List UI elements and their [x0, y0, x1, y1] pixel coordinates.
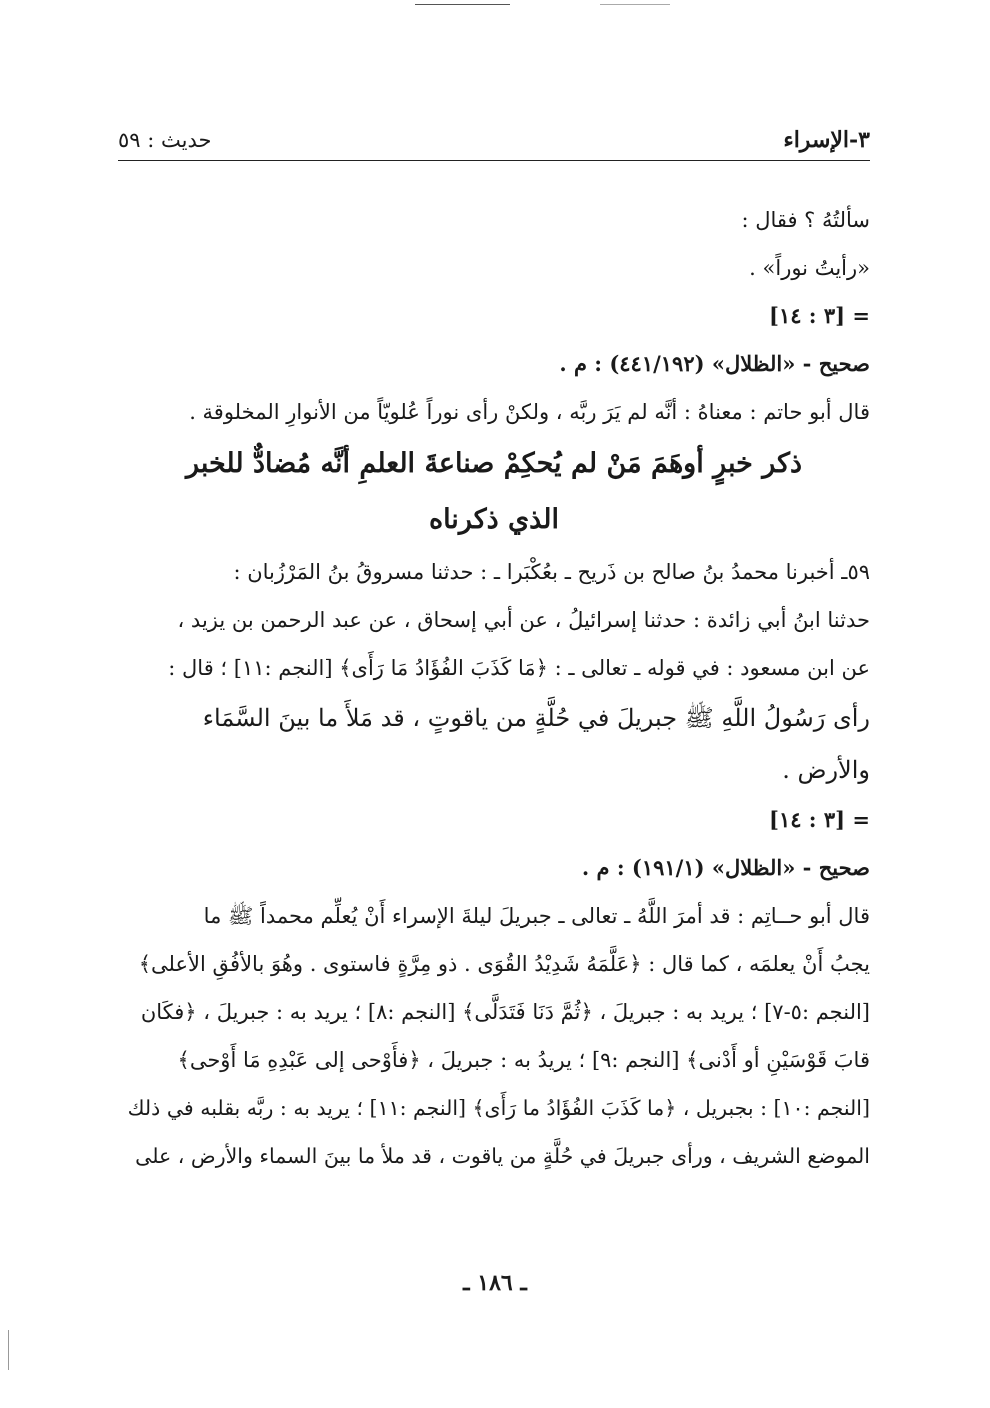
top-edge-rule: [415, 4, 510, 5]
isnad-line: عن ابن مسعود : في قوله ـ تعالى ـ : ﴿مَا كَذَبَ الفُؤَادُ مَا رَأَى﴾ [النجم :١١] ؛ قال :: [168, 656, 870, 680]
matn-line: رأى رَسُولُ اللَّهِ ﷺ جبريلَ في حُلَّةٍ من ياقوتٍ ، قد مَلأَ ما بينَ السَّمَاء: [202, 704, 870, 732]
running-header: [118, 120, 870, 160]
page-body: [118, 196, 870, 1180]
grading-line: صحيح - «الظلال» (١٩١/١) : م .: [581, 855, 870, 880]
hadith-number: حديث : ٥٩: [118, 128, 212, 152]
reference-line: = [٣ : ١٤]: [769, 807, 870, 832]
commentary-line: يجبُ أَنْ يعلمَه ، كما قال : ﴿عَلَّمَهُ شَدِيْدُ القُوَى . ذو مِرَّةٍ فاستوى . وهُوَ بالأفُقِ الأعلى﴾: [138, 952, 870, 976]
text-line: «رأيتُ نوراً» .: [749, 256, 870, 280]
chapter-title: ٣-الإسراء: [783, 127, 870, 153]
section-title: الذي ذكرناه: [428, 504, 560, 535]
commentary-line: قال أبو حــاتِم : قد أمرَ اللَّهُ ـ تعالى ـ جبريلَ ليلةَ الإسراء أَنْ يُعلِّم محمداً ﷺ ما: [203, 904, 870, 928]
header-divider: [118, 160, 870, 161]
commentary-line: [النجم :١٠] : بجبريل ، ﴿ما كَذَبَ الفُؤَادُ ما رَأَى﴾ [النجم :١١] ؛ يريد به : ربَّه بقلبه في ذلك: [127, 1096, 870, 1120]
top-edge-rule-faint: [600, 4, 670, 5]
isnad-line: حدثنا ابنُ أبي زائدة : حدثنا إسرائيلُ ، عن أبي إسحاق ، عن عبد الرحمن بن يزيد ،: [177, 608, 870, 632]
text-line: سألتُهُ ؟ فقال :: [741, 208, 870, 232]
commentary-line: الموضع الشريف ، ورأى جبريلَ في حُلَّةٍ من ياقوت ، قد ملأ ما بينَ السماء والأرض ، على: [135, 1144, 870, 1168]
commentary-line: [النجم :٥-٧] ؛ يريد به : جبريلَ ، ﴿ثُمَّ دَنَا فَتَدَلَّى﴾ [النجم :٨] ؛ يريد به : جبريلَ ، ﴿فكَان: [140, 1000, 870, 1024]
page-number: ـ ١٨٦ ـ: [463, 1270, 527, 1296]
matn-line: والأرض .: [782, 756, 870, 784]
commentary-line: قال أبو حاتم : معناهُ : أنَّه لم يَرَ ربَّه ، ولكنْ رأى نوراً عُلويّاً من الأنوارِ المخلوقة .: [189, 400, 870, 424]
section-title: ذكر خبرٍ أوهَمَ مَنْ لم يُحكِمْ صناعةَ العلمِ أنَّه مُضادٌّ للخبر: [185, 448, 803, 479]
reference-line: = [٣ : ١٤]: [769, 303, 870, 328]
grading-line: صحيح - «الظلال» (٤٤١/١٩٢) : م .: [559, 351, 870, 376]
margin-mark: [8, 1330, 9, 1370]
isnad-line: ٥٩ـ أخبرنا محمدُ بنُ صالح بن ذَريح ـ بعُكْبَرا ـ : حدثنا مسروقُ بنُ المَرْزُبان :: [233, 560, 870, 584]
commentary-line: قابَ قَوْسَيْنِ أو أَدْنى﴾ [النجم :٩] ؛ يريدُ به : جبريلَ ، ﴿فأَوْحى إلى عَبْدِهِ مَا أَوْحى﴾: [177, 1048, 870, 1072]
